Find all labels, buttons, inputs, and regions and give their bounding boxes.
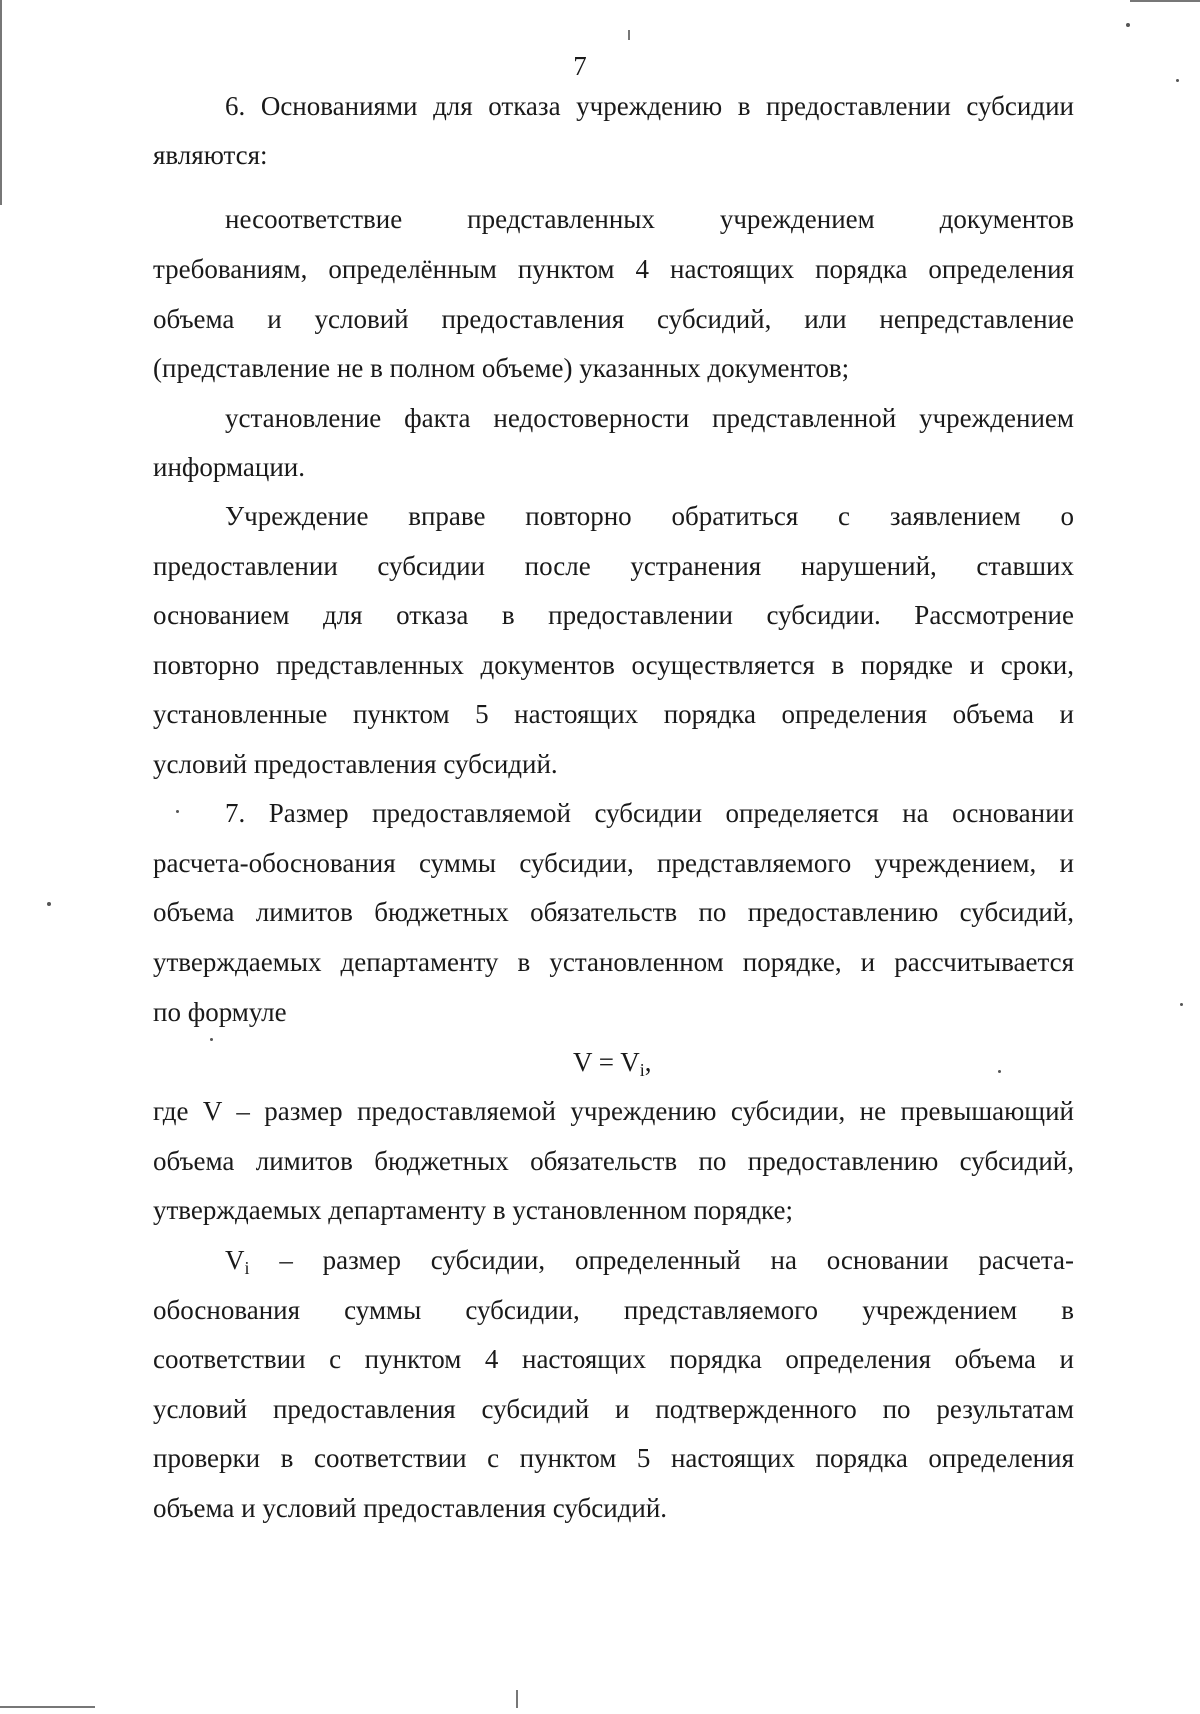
scan-speck	[176, 810, 179, 813]
text-line: Учреждение вправе повторно обратиться с заявлением о	[225, 501, 1074, 531]
scan-edge-line	[0, 0, 2, 205]
scan-speck	[1126, 23, 1130, 27]
text-line: (представление не в полном объеме) указанных документов;	[153, 353, 850, 383]
text-line: условий предоставления субсидий.	[153, 749, 558, 779]
text-line: несоответствие представленных учреждением документов	[225, 204, 1074, 234]
vi-subscript: i	[244, 1258, 250, 1278]
text-line: требованиям, определённым пунктом 4 настоящих порядка определения	[153, 254, 1074, 284]
formula	[573, 1046, 652, 1086]
text-line: объема лимитов бюджетных обязательств по предоставлению субсидий,	[153, 897, 1074, 927]
formula-tail: ,	[644, 1047, 652, 1077]
text-line: установление факта недостоверности представленной учреждением	[225, 403, 1074, 433]
page-number: 7	[573, 51, 587, 81]
scan-speck	[210, 1038, 213, 1041]
scan-speck	[47, 902, 51, 906]
text-line: объема и условий предоставления субсидий.	[153, 1493, 668, 1523]
text-line: объема лимитов бюджетных обязательств по предоставлению субсидий,	[153, 1146, 1074, 1176]
scan-edge-line	[1130, 0, 1200, 2]
formula-subscript: i	[639, 1060, 645, 1080]
text-line: основанием для отказа в предоставлении субсидии. Рассмотрение	[153, 600, 1074, 630]
scan-speck	[1176, 79, 1179, 82]
scan-speck	[1180, 1003, 1183, 1006]
scan-mark	[628, 30, 630, 40]
text-line: где V – размер предоставляемой учреждению субсидии, не превышающий	[153, 1096, 1074, 1126]
text-line: являются:	[153, 140, 268, 170]
text-line: информации.	[153, 452, 305, 482]
vi-rest: – размер субсидии, определенный на основании расчета-	[249, 1245, 1074, 1275]
formula-lhs: V = V	[573, 1047, 640, 1077]
text-line: повторно представленных документов осуществляется в порядке и сроки,	[153, 650, 1074, 680]
scan-edge-line	[0, 1706, 95, 1708]
text-line: проверки в соответствии с пунктом 5 настоящих порядка определения	[153, 1443, 1074, 1473]
scan-mark	[516, 1690, 518, 1708]
text-line: утверждаемых департаменту в установленном порядке, и рассчитывается	[153, 947, 1074, 977]
vi-symbol: V	[225, 1245, 245, 1275]
text-line: утверждаемых департаменту в установленном порядке;	[153, 1195, 793, 1225]
text-line: расчета-обоснования суммы субсидии, представляемого учреждением, и	[153, 848, 1074, 878]
text-line: предоставлении субсидии после устранения нарушений, ставших	[153, 551, 1074, 581]
text-line: соответствии с пунктом 4 настоящих порядка определения объема и	[153, 1344, 1074, 1374]
text-line: 7. Размер предоставляемой субсидии определяется на основании	[225, 798, 1074, 828]
text-line: объема и условий предоставления субсидий, или непредставление	[153, 304, 1074, 334]
text-line: обоснования суммы субсидии, представляемого учреждением в	[153, 1295, 1074, 1325]
text-line: условий предоставления субсидий и подтвержденного по результатам	[153, 1394, 1074, 1424]
text-line: установленные пунктом 5 настоящих порядка определения объема и	[153, 699, 1074, 729]
text-line: 6. Основаниями для отказа учреждению в предоставлении субсидии	[225, 91, 1074, 121]
vi-definition-line	[225, 1244, 1074, 1284]
scan-speck	[998, 1070, 1001, 1073]
text-line: по формуле	[153, 997, 287, 1027]
